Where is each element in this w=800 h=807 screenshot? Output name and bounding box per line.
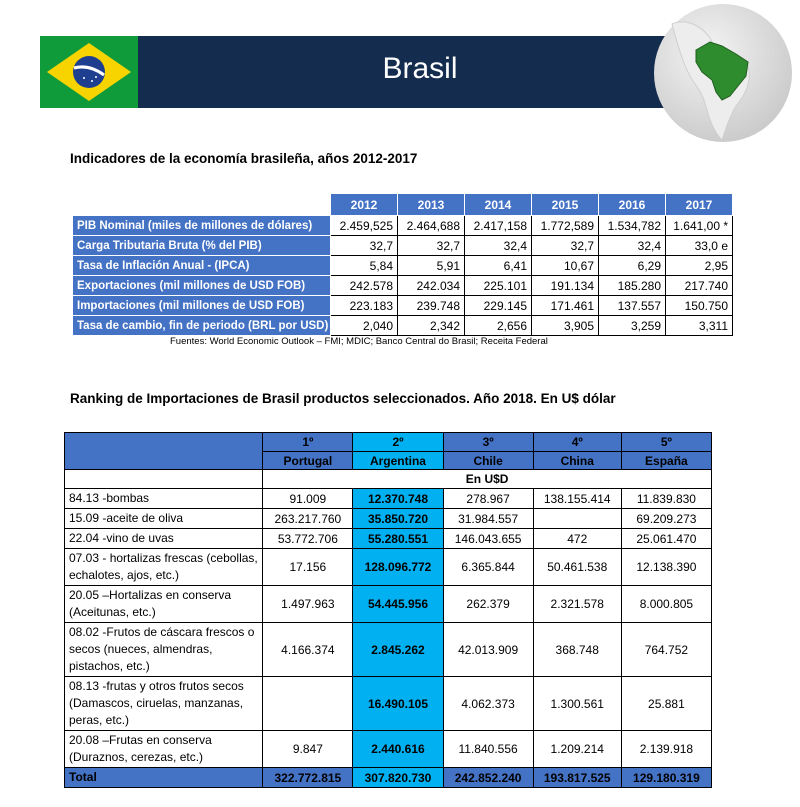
ranking-rank-row (65, 433, 712, 452)
header-blank (65, 433, 263, 470)
value-cell: 1.497.963 (263, 586, 353, 623)
table-row (73, 256, 733, 276)
value-cell: 11.840.556 (443, 731, 533, 768)
value-cell: 2,342 (398, 316, 465, 336)
value-cell: 32,7 (532, 236, 599, 256)
value-cell: 239.748 (398, 296, 465, 316)
value-cell: 2.321.578 (533, 586, 621, 623)
value-cell: 25.061.470 (621, 529, 711, 549)
value-cell (263, 677, 353, 731)
value-cell: 3,905 (532, 316, 599, 336)
value-cell: 12.138.390 (621, 549, 711, 586)
value-cell: 35.850.720 (353, 509, 443, 529)
value-cell: 6.365.844 (443, 549, 533, 586)
value-cell: 32,4 (599, 236, 666, 256)
value-cell: 191.134 (532, 276, 599, 296)
rank-cell: 3º (443, 433, 533, 452)
year-cell: 2014 (465, 194, 532, 216)
value-cell: 42.013.909 (443, 623, 533, 677)
value-cell: 32,7 (398, 236, 465, 256)
total-cell: 307.820.730 (353, 768, 443, 788)
value-cell: 10,67 (532, 256, 599, 276)
country-cell: España (621, 452, 711, 470)
globe-map-icon (652, 2, 794, 144)
row-label: PIB Nominal (miles de millones de dólares) (73, 216, 331, 236)
year-cell: 2013 (398, 194, 465, 216)
row-label: Tasa de cambio, fin de periodo (BRL por USD) (73, 316, 331, 336)
value-cell: 6,29 (599, 256, 666, 276)
value-cell: 1.534,782 (599, 216, 666, 236)
rank-cell: 1º (263, 433, 353, 452)
table-row (73, 236, 733, 256)
product-cell: 15.09 -aceite de oliva (65, 509, 263, 529)
row-label: Tasa de Inflación Anual - (IPCA) (73, 256, 331, 276)
value-cell: 2.139.918 (621, 731, 711, 768)
total-cell: 193.817.525 (533, 768, 621, 788)
table-row (73, 316, 733, 336)
value-cell: 54.445.956 (353, 586, 443, 623)
value-cell: 472 (533, 529, 621, 549)
value-cell: 32,4 (465, 236, 532, 256)
value-cell: 4.062.373 (443, 677, 533, 731)
product-cell: 84.13 -bombas (65, 489, 263, 509)
value-cell: 2,040 (331, 316, 398, 336)
value-cell: 55.280.551 (353, 529, 443, 549)
total-cell: 242.852.240 (443, 768, 533, 788)
value-cell: 2.440.616 (353, 731, 443, 768)
value-cell: 12.370.748 (353, 489, 443, 509)
product-cell: 08.13 -frutas y otros frutos secos (Damascos, ciruelas, manzanas, peras, etc.) (65, 677, 263, 731)
value-cell: 1.209.214 (533, 731, 621, 768)
value-cell: 25.881 (621, 677, 711, 731)
table-row (65, 489, 712, 509)
source-note: Fuentes: World Economic Outlook – FMI; MDIC; Banco Central do Brasil; Receita Federal (170, 336, 548, 347)
brazil-flag-icon (40, 36, 138, 108)
value-cell: 263.217.760 (263, 509, 353, 529)
value-cell: 185.280 (599, 276, 666, 296)
value-cell: 171.461 (532, 296, 599, 316)
total-cell: 129.180.319 (621, 768, 711, 788)
product-cell: 20.05 –Hortalizas en conserva (Aceitunas, etc.) (65, 586, 263, 623)
page-title: Brasil (382, 52, 458, 85)
value-cell: 128.096.772 (353, 549, 443, 586)
table-row (65, 586, 712, 623)
ranking-table (64, 432, 712, 788)
table-row (73, 276, 733, 296)
value-cell: 2,95 (666, 256, 733, 276)
table-row (65, 623, 712, 677)
country-cell: Argentina (353, 452, 443, 470)
year-cell: 2016 (599, 194, 666, 216)
table-row (65, 529, 712, 549)
value-cell: 368.748 (533, 623, 621, 677)
value-cell: 31.984.557 (443, 509, 533, 529)
value-cell: 278.967 (443, 489, 533, 509)
year-cell: 2015 (532, 194, 599, 216)
year-cell: 2017 (666, 194, 733, 216)
total-row (65, 768, 712, 788)
product-cell: 22.04 -vino de uvas (65, 529, 263, 549)
value-cell: 2.464,688 (398, 216, 465, 236)
value-cell: 242.578 (331, 276, 398, 296)
value-cell: 229.145 (465, 296, 532, 316)
row-label: Exportaciones (mil millones de USD FOB) (73, 276, 331, 296)
indicators-title: Indicadores de la economía brasileña, años 2012-2017 (70, 151, 418, 166)
table-row (65, 677, 712, 731)
value-cell: 3,311 (666, 316, 733, 336)
value-cell: 146.043.655 (443, 529, 533, 549)
value-cell: 2.417,158 (465, 216, 532, 236)
value-cell: 16.490.105 (353, 677, 443, 731)
value-cell: 4.166.374 (263, 623, 353, 677)
row-label: Carga Tributaria Bruta (% del PIB) (73, 236, 331, 256)
value-cell: 225.101 (465, 276, 532, 296)
value-cell: 242.034 (398, 276, 465, 296)
value-cell: 137.557 (599, 296, 666, 316)
table-row (73, 216, 733, 236)
product-cell: 20.08 –Frutas en conserva (Duraznos, cerezas, etc.) (65, 731, 263, 768)
value-cell: 764.752 (621, 623, 711, 677)
indicators-header-row (73, 194, 733, 216)
value-cell: 91.009 (263, 489, 353, 509)
value-cell: 50.461.538 (533, 549, 621, 586)
header-blank (65, 470, 263, 489)
value-cell: 9.847 (263, 731, 353, 768)
value-cell: 69.209.273 (621, 509, 711, 529)
value-cell: 223.183 (331, 296, 398, 316)
product-cell: 07.03 - hortalizas frescas (cebollas, echalotes, ajos, etc.) (65, 549, 263, 586)
header-blank (73, 194, 331, 216)
value-cell: 53.772.706 (263, 529, 353, 549)
value-cell: 1.641,00 * (666, 216, 733, 236)
rank-cell: 2º (353, 433, 443, 452)
value-cell: 150.750 (666, 296, 733, 316)
value-cell: 1.772,589 (532, 216, 599, 236)
value-cell: 32,7 (331, 236, 398, 256)
ranking-unit-row (65, 470, 712, 489)
value-cell: 8.000.805 (621, 586, 711, 623)
value-cell: 11.839.830 (621, 489, 711, 509)
country-cell: Chile (443, 452, 533, 470)
value-cell: 262.379 (443, 586, 533, 623)
country-cell: Portugal (263, 452, 353, 470)
value-cell: 217.740 (666, 276, 733, 296)
value-cell: 17.156 (263, 549, 353, 586)
value-cell: 33,0 e (666, 236, 733, 256)
total-label: Total (65, 768, 263, 788)
country-cell: China (533, 452, 621, 470)
unit-label: En U$D (263, 470, 712, 489)
value-cell (533, 509, 621, 529)
value-cell: 6,41 (465, 256, 532, 276)
indicators-table (72, 193, 733, 336)
rank-cell: 5º (621, 433, 711, 452)
value-cell: 2.459,525 (331, 216, 398, 236)
value-cell: 3,259 (599, 316, 666, 336)
value-cell: 2,656 (465, 316, 532, 336)
value-cell: 2.845.262 (353, 623, 443, 677)
total-cell: 322.772.815 (263, 768, 353, 788)
table-row (65, 731, 712, 768)
ranking-title: Ranking de Importaciones de Brasil productos seleccionados. Año 2018. En U$ dólar (70, 391, 616, 406)
product-cell: 08.02 -Frutos de cáscara frescos o secos (nueces, almendras, pistachos, etc.) (65, 623, 263, 677)
year-cell: 2012 (331, 194, 398, 216)
value-cell: 138.155.414 (533, 489, 621, 509)
value-cell: 1.300.561 (533, 677, 621, 731)
value-cell: 5,91 (398, 256, 465, 276)
table-row (65, 509, 712, 529)
row-label: Importaciones (mil millones de USD FOB) (73, 296, 331, 316)
rank-cell: 4º (533, 433, 621, 452)
value-cell: 5,84 (331, 256, 398, 276)
table-row (65, 549, 712, 586)
table-row (73, 296, 733, 316)
